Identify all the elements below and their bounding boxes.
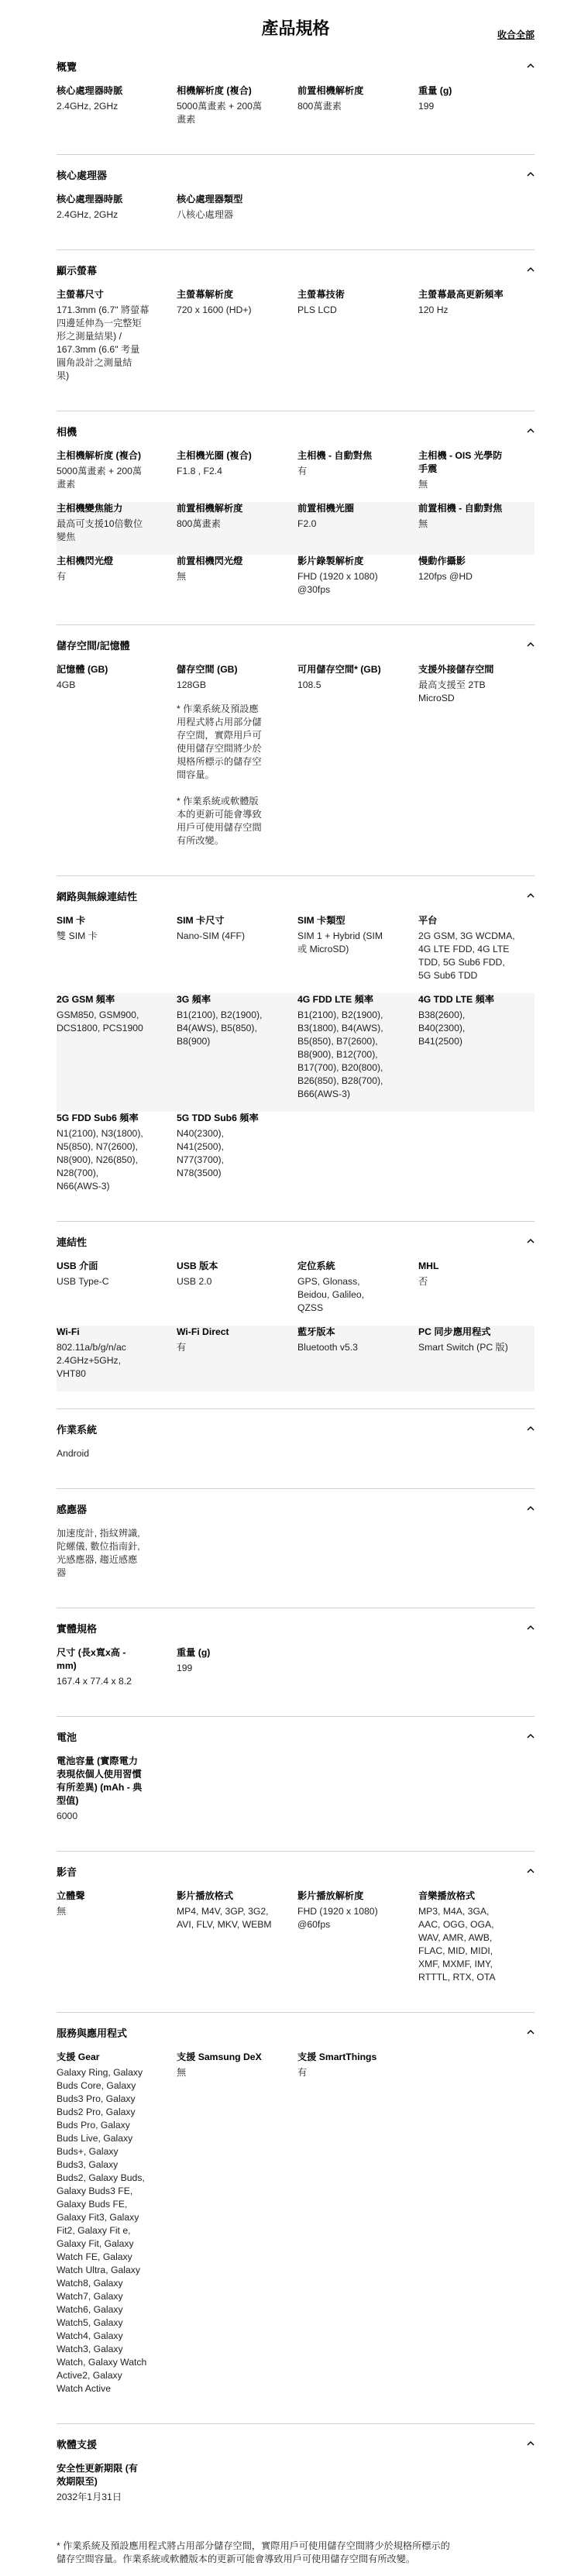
- spec-value: N40(2300), N41(2500), N77(3700), N78(3500): [177, 1128, 224, 1178]
- spec-item: [418, 1890, 538, 1995]
- spec-item: [297, 1326, 418, 1391]
- page-header: [57, 0, 535, 46]
- spec-item: [177, 449, 297, 502]
- spec-label: 支援 Gear: [57, 2052, 100, 2062]
- spec-value: B1(2100), B2(1900), B4(AWS), B5(850), B8(900): [177, 1009, 263, 1047]
- spec-value: 無: [418, 479, 428, 490]
- spec-item: [57, 2462, 177, 2515]
- section-title: 概覽: [57, 61, 77, 73]
- spec-value: Smart Switch (PC 版): [418, 1342, 508, 1353]
- spec-label: 主螢幕尺寸: [57, 289, 104, 300]
- spec-item: [418, 449, 538, 502]
- spec-item: [57, 1527, 177, 1591]
- spec-item: [177, 84, 297, 137]
- spec-row: [57, 449, 535, 502]
- collapse-all-button[interactable]: 收合全部: [497, 29, 535, 40]
- spec-row: [57, 1112, 535, 1204]
- section-title: 網路與無線連結性: [57, 891, 138, 903]
- spec-section: [57, 1409, 535, 1489]
- spec-value: SIM 1 + Hybrid (SIM 或 MicroSD): [297, 930, 383, 954]
- spec-label: 主相機變焦能力: [57, 503, 123, 514]
- section-title: 實體規格: [57, 1623, 98, 1635]
- spec-label: 影片播放格式: [177, 1890, 234, 1901]
- spec-label: 前置相機光圈: [297, 503, 355, 514]
- spec-item: [297, 663, 418, 858]
- spec-value: 171.3mm (6.7" 將螢幕 四邊延伸為一完整矩 形之測量結果) / 167.3mm (6.6" 考量 圓角設計之測量結 果): [57, 304, 150, 381]
- section-header[interactable]: [57, 1415, 535, 1447]
- spec-item: [418, 663, 538, 858]
- spec-item: [297, 502, 418, 555]
- spec-row: [57, 914, 535, 993]
- spec-label: 主螢幕解析度: [177, 289, 234, 300]
- spec-section: [57, 46, 535, 155]
- spec-item: [418, 502, 538, 555]
- spec-row: [57, 502, 535, 555]
- spec-item: [57, 1326, 177, 1391]
- chevron-up-icon[interactable]: [527, 889, 535, 903]
- spec-value: 5000萬畫素 + 200萬 畫素: [177, 101, 263, 125]
- chevron-up-icon[interactable]: [527, 168, 535, 182]
- spec-item: [57, 1447, 177, 1471]
- spec-row: [57, 555, 535, 607]
- spec-value: 無: [418, 518, 428, 529]
- spec-item: [177, 193, 297, 232]
- spec-section: [57, 876, 535, 1222]
- spec-value: 2G GSM, 3G WCDMA, 4G LTE FDD, 4G LTE TDD, 5G Sub6 FDD, 5G Sub6 TDD: [418, 930, 515, 981]
- spec-label: 前置相機解析度: [297, 85, 364, 96]
- spec-section: [57, 1608, 535, 1717]
- spec-item: [57, 449, 177, 502]
- spec-item: [297, 2051, 418, 2406]
- spec-label: 主螢幕最高更新頻率: [418, 289, 504, 300]
- spec-value: 有: [57, 571, 67, 582]
- spec-label: 可用儲存空間* (GB): [297, 664, 381, 675]
- spec-value: 199: [177, 1663, 193, 1673]
- chevron-up-icon[interactable]: [527, 1730, 535, 1744]
- spec-value: 199: [418, 101, 435, 112]
- spec-value: MP4, M4V, 3GP, 3G2, AVI, FLV, MKV, WEBM: [177, 1906, 272, 1930]
- spec-row: [57, 288, 535, 394]
- spec-row: [57, 993, 535, 1112]
- spec-label: 電池容量 (實際電力 表現依個人使用習慣 有所差異) (mAh - 典 型值): [57, 1756, 143, 1806]
- spec-label: 前置相機閃光燈: [177, 555, 243, 566]
- spec-item: [57, 1890, 177, 1995]
- spec-value: Nano-SIM (4FF): [177, 930, 246, 941]
- spec-label: 慢動作攝影: [418, 555, 466, 566]
- spec-value: 4GB: [57, 679, 76, 690]
- spec-item: [418, 1326, 538, 1391]
- spec-item: [57, 84, 177, 137]
- spec-value: 5000萬畫素 + 200萬 畫素: [57, 466, 143, 490]
- spec-item: [57, 2051, 177, 2406]
- spec-value: 無: [177, 2067, 187, 2078]
- section-header[interactable]: [57, 882, 535, 914]
- spec-item: [297, 449, 418, 502]
- spec-section: [57, 1222, 535, 1409]
- spec-label: 尺寸 (長x寬x高 - mm): [57, 1647, 126, 1671]
- spec-label: 平台: [418, 915, 438, 926]
- spec-value: 最高支援至 2TB MicroSD: [418, 679, 486, 703]
- spec-value: 加速度計, 指紋辨識, 陀螺儀, 數位指南針, 光感應器, 趨近感應 器: [57, 1528, 140, 1578]
- page-title: 產品規格: [261, 19, 330, 38]
- spec-item: [57, 1646, 177, 1699]
- chevron-up-icon[interactable]: [527, 1622, 535, 1635]
- section-header[interactable]: [57, 631, 535, 663]
- spec-label: 重量 (g): [177, 1647, 211, 1658]
- spec-section: [57, 625, 535, 876]
- spec-label: Wi-Fi Direct: [177, 1326, 229, 1337]
- chevron-up-icon[interactable]: [527, 425, 535, 439]
- section-title: 相機: [57, 426, 77, 438]
- chevron-up-icon[interactable]: [527, 60, 535, 74]
- spec-value: 有: [297, 466, 308, 476]
- spec-item: [57, 555, 177, 607]
- spec-item: [297, 288, 418, 394]
- spec-label: 前置相機 - 自動對焦: [418, 503, 503, 514]
- spec-item: [177, 993, 297, 1112]
- section-title: 感應器: [57, 1504, 88, 1515]
- spec-label: SIM 卡尺寸: [177, 915, 225, 926]
- spec-item: [418, 914, 538, 993]
- spec-label: 支援外接儲存空間: [418, 664, 494, 675]
- spec-label: 5G TDD Sub6 頻率: [177, 1113, 259, 1123]
- spec-label: 影片錄製解析度: [297, 555, 364, 566]
- spec-note: * 作業系統及預設應 用程式將占用部分儲 存空間，實際用戶可 使用儲存空間將少於 規格所標示的儲存空 間容量。 * 作業系統或軟體版 本的更新可能會導致 用戶可使用儲存空間 有所改變。: [177, 703, 262, 846]
- section-header[interactable]: [57, 1228, 535, 1260]
- spec-section: [57, 250, 535, 411]
- spec-label: 藍牙版本: [297, 1326, 335, 1337]
- spec-label: 主相機 - 自動對焦: [297, 450, 373, 461]
- spec-label: 前置相機解析度: [177, 503, 243, 514]
- spec-label: 立體聲: [57, 1890, 85, 1901]
- spec-item: [418, 1260, 538, 1326]
- spec-row: [57, 1890, 535, 1995]
- spec-value: 2.4GHz, 2GHz: [57, 209, 119, 220]
- chevron-up-icon[interactable]: [527, 263, 535, 277]
- spec-label: 相機解析度 (複合): [177, 85, 252, 96]
- spec-value: 6000: [57, 1811, 78, 1821]
- section-header[interactable]: [57, 256, 535, 288]
- spec-value: MP3, M4A, 3GA, AAC, OGG, OGA, WAV, AMR, AWB, FLAC, MID, MIDI, XMF, MXMF, IMY, RTTTL, RTX, OTA: [418, 1906, 496, 1983]
- section-title: 連結性: [57, 1236, 88, 1248]
- spec-label: 重量 (g): [418, 85, 452, 96]
- section-title: 作業系統: [57, 1424, 98, 1436]
- spec-label: USB 介面: [57, 1260, 98, 1271]
- spec-value: B38(2600), B40(2300), B41(2500): [418, 1009, 466, 1047]
- chevron-up-icon[interactable]: [527, 638, 535, 652]
- spec-label: Wi-Fi: [57, 1326, 80, 1337]
- spec-value: 800萬畫素: [177, 518, 221, 529]
- spec-value: N1(2100), N3(1800), N5(850), N7(2600), N8(900), N26(850), N28(700), N66(AWS-3): [57, 1128, 143, 1192]
- spec-item: [177, 1326, 297, 1391]
- spec-item: [57, 914, 177, 993]
- spec-value: 2032年1月31日: [57, 2492, 122, 2502]
- spec-item: [297, 84, 418, 137]
- spec-item: [177, 1112, 297, 1204]
- spec-label: 安全性更新期限 (有 效期限至): [57, 2463, 138, 2487]
- chevron-up-icon[interactable]: [527, 1865, 535, 1879]
- section-header[interactable]: [57, 1615, 535, 1646]
- spec-value: 八核心處理器: [177, 209, 234, 220]
- spec-value: GPS, Glonass, Beidou, Galileo, QZSS: [297, 1276, 365, 1313]
- spec-row: [57, 1326, 535, 1391]
- spec-item: [297, 914, 418, 993]
- spec-value: 802.11a/b/g/n/ac 2.4GHz+5GHz, VHT80: [57, 1342, 126, 1379]
- spec-item: [177, 663, 297, 858]
- spec-item: [297, 993, 418, 1112]
- section-header[interactable]: [57, 1723, 535, 1755]
- spec-item: [57, 502, 177, 555]
- spec-item: [297, 1890, 418, 1995]
- spec-item: [418, 288, 538, 394]
- spec-item: [177, 288, 297, 394]
- spec-label: 2G GSM 頻率: [57, 994, 115, 1005]
- spec-item: [177, 1890, 297, 1995]
- spec-value: 雙 SIM 卡: [57, 930, 98, 941]
- spec-label: USB 版本: [177, 1260, 218, 1271]
- spec-label: 記憶體 (GB): [57, 664, 108, 675]
- spec-value: Bluetooth v5.3: [297, 1342, 358, 1353]
- spec-item: [177, 502, 297, 555]
- spec-item: [177, 2051, 297, 2406]
- spec-item: [177, 914, 297, 993]
- chevron-up-icon[interactable]: [527, 2026, 535, 2040]
- spec-value: 最高可支援10倍數位 變焦: [57, 518, 143, 542]
- spec-item: [57, 193, 177, 232]
- spec-label: SIM 卡類型: [297, 915, 346, 926]
- spec-value: 128GB: [177, 679, 206, 690]
- section-header[interactable]: [57, 2019, 535, 2051]
- spec-label: 核心處理器時脈: [57, 194, 123, 205]
- spec-label: 4G TDD LTE 頻率: [418, 994, 494, 1005]
- spec-label: 主相機光圈 (複合): [177, 450, 252, 461]
- chevron-up-icon[interactable]: [527, 1422, 535, 1436]
- spec-value: F2.0: [297, 518, 317, 529]
- spec-item: [57, 1112, 177, 1204]
- spec-value: USB Type-C: [57, 1276, 109, 1287]
- section-title: 軟體支援: [57, 2439, 98, 2450]
- section-title: 儲存空間/記憶體: [57, 640, 130, 652]
- spec-row: [57, 1527, 535, 1591]
- spec-value: 120 Hz: [418, 304, 449, 315]
- spec-value: 800萬畫素: [297, 101, 342, 112]
- spec-section: [57, 411, 535, 625]
- spec-value: 720 x 1600 (HD+): [177, 304, 252, 315]
- spec-label: 主螢幕技術: [297, 289, 345, 300]
- spec-item: [297, 1260, 418, 1326]
- spec-value: 167.4 x 77.4 x 8.2: [57, 1676, 132, 1687]
- spec-label: 主相機閃光燈: [57, 555, 114, 566]
- section-header[interactable]: [57, 418, 535, 449]
- spec-label: 儲存空間 (GB): [177, 664, 238, 675]
- spec-item: [57, 1755, 177, 1834]
- section-title: 電池: [57, 1732, 77, 1743]
- spec-section: [57, 1489, 535, 1608]
- spec-item: [418, 993, 538, 1112]
- section-title: 服務與應用程式: [57, 2027, 128, 2039]
- spec-item: [177, 1646, 297, 1699]
- spec-label: MHL: [418, 1260, 439, 1271]
- spec-value: 有: [297, 2067, 308, 2078]
- spec-value: 無: [177, 571, 187, 582]
- spec-value: Galaxy Ring, Galaxy Buds Core, Galaxy Buds3 Pro, Galaxy Buds2 Pro, Galaxy Buds Pro, Galaxy Buds Live, Galaxy Buds+, Galaxy Buds3, Galaxy Buds2, Galaxy Buds, Galaxy Buds3 FE, Galaxy Buds FE, Galaxy Fit3, Galaxy Fit2, Galaxy Fit e, Galaxy Fit, Galaxy Watch FE, Galaxy Watch Ultra, Galaxy Watch8, Galaxy Watch7, Galaxy Watch6, Galaxy Watch5, Galaxy Watch4, Galaxy Watch3, Galaxy Watch, Galaxy Watch Active2, Galaxy Watch Active: [57, 2067, 147, 2394]
- spec-label: 音樂播放格式: [418, 1890, 476, 1901]
- spec-label: 定位系統: [297, 1260, 335, 1271]
- spec-value: FHD (1920 x 1080) @60fps: [297, 1906, 378, 1930]
- spec-label: 4G FDD LTE 頻率: [297, 994, 373, 1005]
- section-title: 核心處理器: [57, 170, 108, 181]
- chevron-up-icon[interactable]: [527, 1235, 535, 1249]
- section-header[interactable]: [57, 1495, 535, 1527]
- spec-section: [57, 2013, 535, 2424]
- spec-value: 否: [418, 1276, 428, 1287]
- spec-value: 2.4GHz, 2GHz: [57, 101, 119, 112]
- spec-row: [57, 1646, 535, 1699]
- spec-section: [57, 155, 535, 250]
- spec-value: PLS LCD: [297, 304, 337, 315]
- spec-label: 支援 Samsung DeX: [177, 2052, 262, 2062]
- spec-item: [297, 555, 418, 607]
- spec-label: 核心處理器類型: [177, 194, 243, 205]
- spec-value: FHD (1920 x 1080) @30fps: [297, 571, 378, 595]
- spec-row: [57, 84, 535, 137]
- spec-row: [57, 1755, 535, 1834]
- spec-section: [57, 1717, 535, 1852]
- spec-value: F1.8 , F2.4: [177, 466, 222, 476]
- section-header[interactable]: [57, 1858, 535, 1890]
- spec-label: 3G 頻率: [177, 994, 211, 1005]
- chevron-up-icon[interactable]: [527, 2437, 535, 2451]
- section-header[interactable]: [57, 53, 535, 84]
- spec-value: GSM850, GSM900, DCS1800, PCS1900: [57, 1009, 143, 1033]
- spec-row: [57, 2462, 535, 2515]
- spec-item: [57, 1260, 177, 1326]
- spec-item: [57, 663, 177, 858]
- spec-row: [57, 193, 535, 232]
- spec-value: 120fps @HD: [418, 571, 473, 582]
- spec-item: [57, 993, 177, 1112]
- spec-sections: [57, 46, 535, 2532]
- section-title: 影音: [57, 1866, 77, 1878]
- spec-item: [177, 555, 297, 607]
- spec-label: PC 同步應用程式: [418, 1326, 491, 1337]
- spec-value: 108.5: [297, 679, 321, 690]
- spec-value: Android: [57, 1448, 90, 1459]
- spec-row: [57, 1260, 535, 1326]
- spec-item: [418, 84, 538, 137]
- section-header[interactable]: [57, 161, 535, 193]
- spec-value: 有: [177, 1342, 187, 1353]
- spec-section: [57, 1852, 535, 2013]
- spec-label: 主相機 - OIS 光學防 手震: [418, 450, 503, 474]
- spec-item: [418, 555, 538, 607]
- section-header[interactable]: [57, 2430, 535, 2462]
- spec-value: USB 2.0: [177, 1276, 212, 1287]
- spec-label: 5G FDD Sub6 頻率: [57, 1113, 139, 1123]
- spec-item: [177, 1260, 297, 1326]
- footnote: * 作業系統及預設應用程式將占用部分儲存空間，實際用戶可使用儲存空間將少於規格所標示的 儲存空間容量。作業系統或軟體版本的更新可能會導致用戶可使用儲存空間有所改變。: [57, 2540, 450, 2564]
- spec-row: [57, 1447, 535, 1471]
- spec-label: SIM 卡: [57, 915, 86, 926]
- spec-item: [57, 288, 177, 394]
- spec-label: 主相機解析度 (複合): [57, 450, 142, 461]
- spec-label: 核心處理器時脈: [57, 85, 123, 96]
- section-title: 顯示螢幕: [57, 265, 98, 277]
- spec-label: 影片播放解析度: [297, 1890, 364, 1901]
- spec-row: [57, 663, 535, 858]
- spec-label: 支援 SmartThings: [297, 2052, 377, 2062]
- spec-value: 無: [57, 1906, 67, 1917]
- chevron-up-icon[interactable]: [527, 1502, 535, 1516]
- spec-row: [57, 2051, 535, 2406]
- spec-value: B1(2100), B2(1900), B3(1800), B4(AWS), B5(850), B7(2600), B8(900), B12(700), B17(700), B20(800), B26(850), B28(700), B66(AWS-3): [297, 1009, 383, 1099]
- spec-section: [57, 2424, 535, 2532]
